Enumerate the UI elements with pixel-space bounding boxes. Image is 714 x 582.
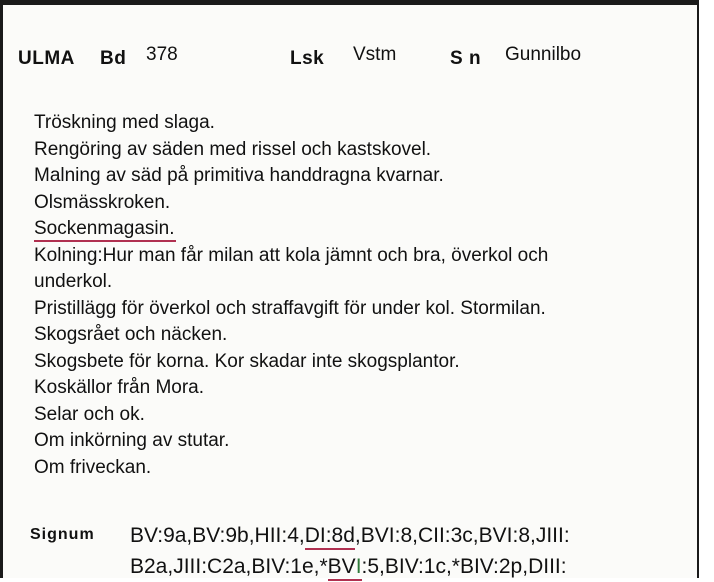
content-line: Olsmässkroken. [34, 191, 171, 213]
bd-label: Bd [100, 48, 127, 69]
content-lines [34, 110, 684, 481]
signum-line-2: B2a,JIII:C2a,BIV:1e,*BVI:5,BIV:1c,*BIV:2p,DIII: [130, 551, 710, 582]
content-line: Kolning:Hur man får milan att kola jämnt och bra, överkol och [34, 244, 549, 266]
signum-line-1: BV:9a,BV:9b,HII:4,DI:8d,BVI:8,CII:3c,BVI:8,JIII: [130, 520, 710, 551]
signum-underlined-code: DI:8d [305, 520, 355, 551]
content-line-underlined [34, 216, 684, 243]
signum-highlight-mark: I [355, 555, 362, 578]
signum-underlined-code: BVI [328, 551, 362, 582]
bd-value: 378 [146, 44, 178, 65]
content-line: Koskällor från Mora. [34, 377, 205, 398]
sockenmagasin-text: Sockenmagasin. [34, 216, 174, 243]
content-line: Rengöring av säden med rissel och kastskovel. [34, 138, 432, 160]
sn-value: Gunnilbo [505, 44, 582, 65]
content-line: Selar och ok. [34, 403, 145, 425]
content-line: Om inkörning av stutar. [34, 430, 230, 451]
content-line: Malning av säd på primitiva handdragna kvarnar. [34, 165, 444, 186]
archive-label: ULMA [18, 48, 75, 69]
content-line: underkol. [34, 271, 113, 292]
card-header [18, 44, 688, 74]
card-margin-strip [699, 0, 714, 578]
content-line: Tröskning med slaga. [34, 112, 215, 133]
signum-label: Signum [30, 526, 95, 543]
signum-codes [130, 520, 710, 582]
lsk-label: Lsk [290, 48, 325, 69]
sn-label: S n [450, 48, 482, 69]
card-border-left [0, 0, 3, 578]
content-line: Om friveckan. [34, 456, 152, 478]
content-line: Skogsbete för korna. Kor skadar inte skogsplantor. [34, 350, 460, 372]
content-line: Skogsrået och näcken. [34, 324, 228, 345]
lsk-value: Vstm [353, 44, 397, 65]
content-line: Pristillägg för överkol och straffavgift för under kol. Stormilan. [34, 297, 546, 319]
card-border-top [0, 0, 714, 5]
